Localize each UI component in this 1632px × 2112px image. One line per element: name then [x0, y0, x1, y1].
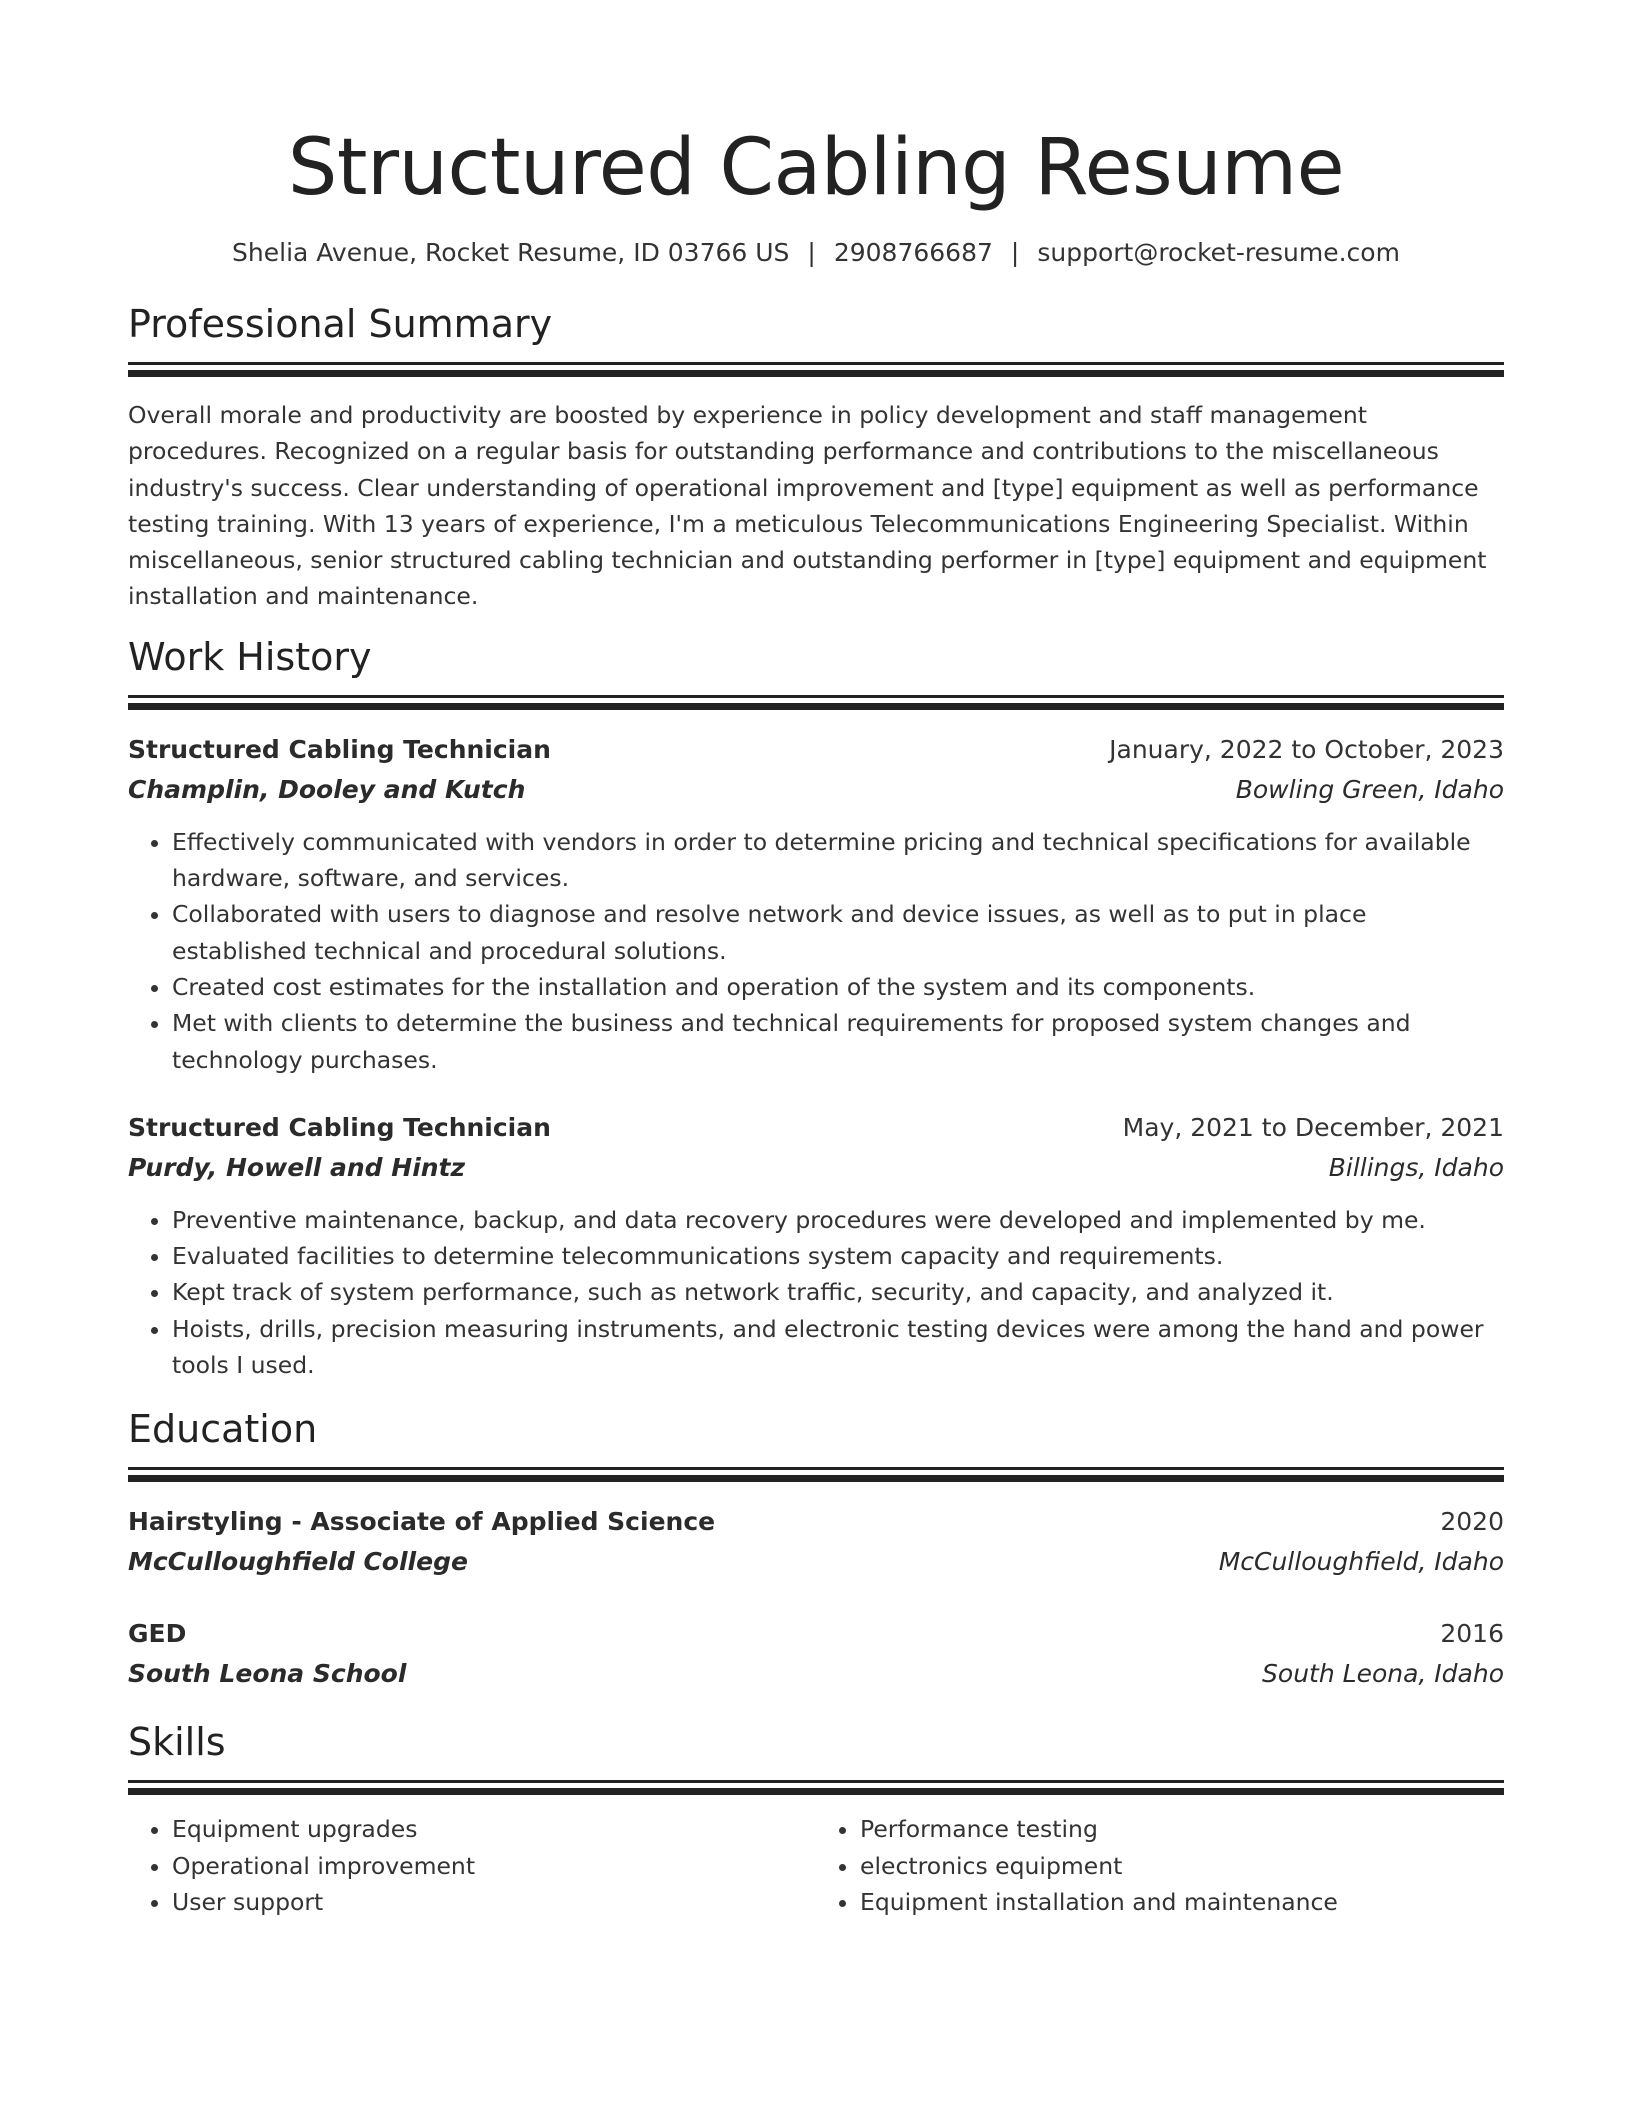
list-item: • Created cost estimates for the installation and operation of the system and its components.: [172, 969, 1504, 1005]
contact-line: [128, 236, 1504, 270]
list-item: • Collaborated with users to diagnose and resolve network and device issues, as well as to put in place established technical and procedural solutions.: [172, 896, 1504, 969]
section-divider: [128, 1467, 1504, 1470]
education-school: McCulloughfield College: [128, 1547, 468, 1577]
job-title: Structured Cabling Technician: [128, 1112, 551, 1142]
skills-list-right: [816, 1811, 1504, 1920]
summary-text: Overall morale and productivity are boosted by experience in policy development and staff management procedures. Recognized on a regular basis for outstanding performance and contributions to the miscellaneous industry's success. Clear understanding of operational improvement and [type] equipment as well as performance testing training. With 13 years of experience, I'm a meticulous Telecommunications Engineering Specialist. Within miscellaneous, senior structured cabling technician and outstanding performer in [type] equipment and equipment installation and maintenance.: [128, 401, 1487, 611]
job-company: Champlin, Dooley and Kutch: [128, 774, 526, 804]
list-item: • Evaluated facilities to determine telecommunications system capacity and requirements.: [172, 1238, 1504, 1274]
education-section-header: [128, 1405, 1504, 1482]
contact-phone: 2908766687: [833, 238, 993, 267]
work-heading: Work History: [128, 634, 372, 679]
work-section-header: [128, 633, 1504, 710]
summary-section-header: [128, 300, 1504, 377]
list-item: • Kept track of system performance, such as network traffic, security, and capacity, and analyzed it.: [172, 1274, 1504, 1310]
job-bullet-list: [128, 824, 1504, 1078]
education-year: 2020: [1440, 1507, 1504, 1537]
skill-item: • Performance testing: [860, 1811, 1504, 1847]
skills-list-left: [128, 1811, 816, 1920]
education-degree: GED: [128, 1619, 187, 1649]
education-year: 2016: [1440, 1619, 1504, 1649]
education-location: McCulloughfield, Idaho: [1218, 1547, 1504, 1577]
job-location: Bowling Green, Idaho: [1235, 774, 1504, 804]
section-divider: [128, 362, 1504, 365]
job-title: Structured Cabling Technician: [128, 734, 551, 764]
job-location: Billings, Idaho: [1328, 1152, 1504, 1182]
list-item: • Preventive maintenance, backup, and data recovery procedures were developed and implemented by me.: [172, 1202, 1504, 1238]
job-entry: [128, 1108, 1504, 1383]
education-entry: [128, 1502, 1504, 1582]
job-entry: [128, 730, 1504, 1078]
summary-heading: Professional Summary: [128, 302, 553, 346]
job-dates: January, 2022 to October, 2023: [1109, 734, 1504, 764]
list-item: • Hoists, drills, precision measuring instruments, and electronic testing devices were among the hand and power tools I used.: [172, 1311, 1504, 1384]
education-heading: Education: [128, 1407, 318, 1452]
skill-item: • Operational improvement: [172, 1848, 816, 1884]
resume-title: Structured Cabling Resume: [287, 123, 1345, 213]
education-degree: Hairstyling - Associate of Applied Science: [128, 1507, 716, 1537]
section-divider-thick: [128, 703, 1504, 710]
section-divider-thick: [128, 1475, 1504, 1482]
education-school: South Leona School: [128, 1659, 407, 1689]
education-entry: [128, 1614, 1504, 1694]
skill-item: • User support: [172, 1884, 816, 1920]
job-company: Purdy, Howell and Hintz: [128, 1152, 466, 1182]
skill-item: • Equipment installation and maintenance: [860, 1884, 1504, 1920]
contact-separator: |: [807, 238, 816, 267]
skill-item: • Equipment upgrades: [172, 1811, 816, 1847]
education-location: South Leona, Idaho: [1262, 1659, 1504, 1689]
skill-item: • electronics equipment: [860, 1848, 1504, 1884]
contact-address: Shelia Avenue, Rocket Resume, ID 03766 US: [232, 238, 790, 267]
skills-heading: Skills: [128, 1720, 226, 1765]
list-item: • Met with clients to determine the business and technical requirements for proposed system changes and technology purchases.: [172, 1005, 1504, 1078]
skills-section-header: [128, 1718, 1504, 1795]
skills-columns: [128, 1811, 1504, 1920]
section-divider-thick: [128, 370, 1504, 377]
job-dates: May, 2021 to December, 2021: [1122, 1112, 1504, 1142]
section-divider: [128, 1780, 1504, 1783]
list-item: • Effectively communicated with vendors in order to determine pricing and technical specifications for available hardware, software, and services.: [172, 824, 1504, 897]
contact-email: support@rocket-resume.com: [1037, 238, 1400, 267]
section-divider-thick: [128, 1788, 1504, 1795]
contact-separator: |: [1010, 238, 1020, 267]
section-divider: [128, 695, 1504, 698]
job-bullet-list: [128, 1202, 1504, 1383]
